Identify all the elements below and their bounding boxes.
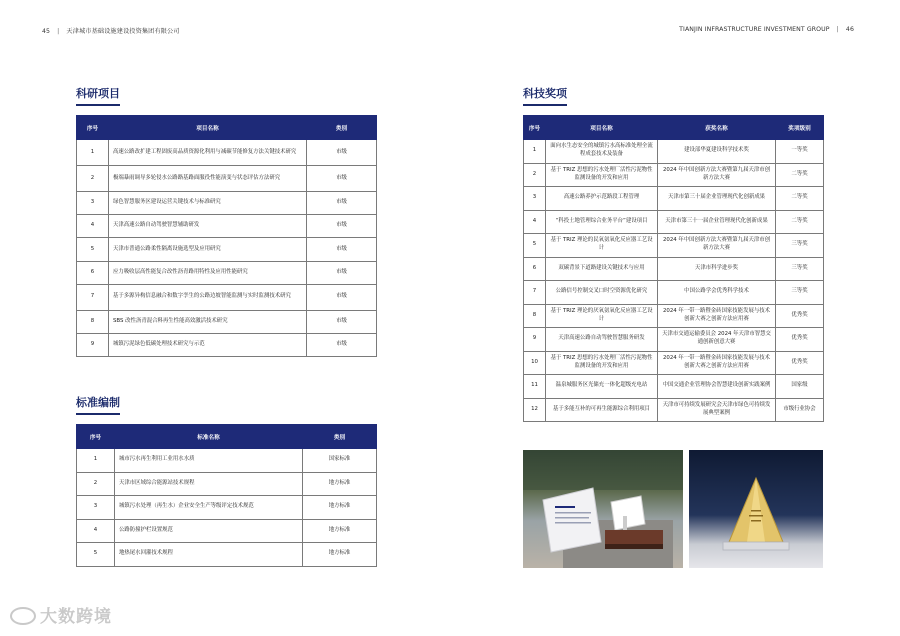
watermark-text: 大数跨境	[40, 607, 112, 627]
standards-table	[76, 424, 377, 567]
table-row	[77, 140, 377, 166]
table-row	[77, 261, 377, 284]
header-separator: |	[57, 28, 60, 35]
award-photo-trophy-certificate	[523, 450, 683, 568]
column-header: 项目名称	[546, 116, 658, 140]
table-cell: 1	[77, 140, 109, 166]
table-cell: 市级	[307, 238, 377, 261]
table-cell: 8	[77, 310, 109, 333]
standards-section-title: 标准编制	[76, 396, 120, 409]
table-cell: 7	[524, 281, 546, 305]
header-left	[42, 26, 180, 35]
table-cell: 二等奖	[776, 187, 824, 211]
table-cell: SBS 改性沥青混合料再生性能高效激活技术研究	[109, 310, 307, 333]
table-cell: 2	[77, 472, 115, 496]
table-cell: 10	[524, 351, 546, 375]
research-section-title: 科研项目	[76, 87, 120, 100]
table-cell: 基于 TRIZ 理论的厌氧氨氧化反应器工艺设计	[546, 304, 658, 328]
table-cell: 4	[77, 519, 115, 543]
table-cell: 市级行业协会	[776, 398, 824, 422]
table-row	[524, 257, 824, 281]
column-header: 序号	[77, 425, 115, 449]
table-cell: 地方标准	[303, 496, 377, 520]
table-row	[77, 449, 377, 473]
table-cell: 二等奖	[776, 210, 824, 234]
table-cell: 市级	[307, 261, 377, 284]
photo-illustration	[689, 450, 823, 568]
table-cell: 城镇污泥绿色低碳处理技术研究与示范	[109, 333, 307, 356]
table-header-row	[77, 116, 377, 140]
table-row	[524, 210, 824, 234]
watermark-logo-icon	[10, 607, 36, 625]
table-header-row	[524, 116, 824, 140]
column-header: 类别	[303, 425, 377, 449]
table-cell: 基于 TRIZ 思想的污水处理厂活性污泥物性监测设备的开发和应用	[546, 163, 658, 187]
table-row	[77, 543, 377, 567]
table-row	[77, 333, 377, 356]
table-cell: 基于 TRIZ 理论的民氧氨氧化反应器工艺设计	[546, 234, 658, 258]
table-row	[77, 310, 377, 333]
column-header: 项目名称	[109, 116, 307, 140]
page-number-left: 45	[42, 28, 51, 35]
table-cell: 3	[524, 187, 546, 211]
table-row	[524, 304, 824, 328]
table-cell: 2024 年中国创新方法大赛暨第九届天津市创新方法大赛	[658, 163, 776, 187]
table-row	[77, 192, 377, 215]
table-row	[77, 496, 377, 520]
table-cell: 国家级	[776, 375, 824, 399]
table-cell: 3	[77, 496, 115, 520]
table-cell: 天津市科学进步奖	[658, 257, 776, 281]
table-cell: 2024 年中国创新方法大赛暨第九届天津市创新方法大赛	[658, 234, 776, 258]
table-cell: 一等奖	[776, 140, 824, 164]
award-photo-crystal-trophy	[689, 450, 823, 568]
table-cell: 公路信号控制交叉口时空资源优化研究	[546, 281, 658, 305]
table-row	[77, 472, 377, 496]
table-cell: 地方标准	[303, 519, 377, 543]
table-header-row	[77, 425, 377, 449]
header-separator: |	[836, 26, 839, 33]
table-cell: 中国公路学会优秀科学技术	[658, 281, 776, 305]
table-cell: 极端暴雨调导多轮侵水公路路基路面服役性能演变与状态评估方法研究	[109, 166, 307, 192]
table-cell: 基于多能互补的可再生能源综合利用项目	[546, 398, 658, 422]
table-cell: 3	[77, 192, 109, 215]
table-cell: 1	[524, 140, 546, 164]
table-row	[524, 187, 824, 211]
table-cell: 天津市普通公路柔性隔离设施选型及应用研究	[109, 238, 307, 261]
table-cell: 9	[77, 333, 109, 356]
table-cell: 高速公路改扩建工程固废高品质资源化利用与减碳节能修复方法关键技术研究	[109, 140, 307, 166]
table-row	[524, 375, 824, 399]
table-cell: 二等奖	[776, 163, 824, 187]
table-cell: 6	[77, 261, 109, 284]
table-cell: 城市污水再生利用工业用水水质	[115, 449, 303, 473]
table-cell: 基于多源异构信息融合和数字孪生的公路边坡智能监测与实时监测技术研究	[109, 284, 307, 310]
header-org-name: 天津城市基础设施建设投资集团有限公司	[66, 28, 180, 35]
awards-table	[523, 115, 824, 422]
table-cell: 6	[524, 257, 546, 281]
table-cell: 基于 TRIZ 思想的污水处理厂活性污泥物性监测设备的开发和应用	[546, 351, 658, 375]
page-number-right: 46	[845, 26, 854, 33]
table-cell: 市级	[307, 333, 377, 356]
table-cell: 8	[524, 304, 546, 328]
table-cell: 12	[524, 398, 546, 422]
table-cell: 中国交通企业管理协会智慧建设创新实践案例	[658, 375, 776, 399]
table-cell: 面向水生态安全的城镇污水高标准处理全流程成套技术及装备	[546, 140, 658, 164]
table-cell: 地方标准	[303, 543, 377, 567]
table-row	[524, 351, 824, 375]
table-cell: 城镇污水处理（再生水）企业安全生产等级评定技术规范	[115, 496, 303, 520]
table-cell: 市级	[307, 192, 377, 215]
table-cell: 4	[524, 210, 546, 234]
table-cell: 三等奖	[776, 257, 824, 281]
table-row	[524, 281, 824, 305]
table-cell: 市级	[307, 140, 377, 166]
table-cell: 优秀奖	[776, 328, 824, 352]
table-cell: 5	[77, 238, 109, 261]
table-row	[77, 519, 377, 543]
table-cell: 应力吸收层高性能复合改性沥青路用特性及应用性能研究	[109, 261, 307, 284]
table-cell: 地热尾水回灌技术规程	[115, 543, 303, 567]
table-row	[77, 215, 377, 238]
header-org-english: TIANJIN INFRASTRUCTURE INVESTMENT GROUP	[679, 26, 830, 33]
table-cell: 5	[524, 234, 546, 258]
table-cell: 11	[524, 375, 546, 399]
table-cell: 4	[77, 215, 109, 238]
table-cell: 5	[77, 543, 115, 567]
table-cell: 2	[524, 163, 546, 187]
table-row	[524, 163, 824, 187]
table-cell: 天津市可持续发展研究会天津市绿色可持续发展典型案例	[658, 398, 776, 422]
watermark	[10, 602, 112, 627]
table-row	[524, 234, 824, 258]
table-row	[77, 284, 377, 310]
column-header: 奖项级别	[776, 116, 824, 140]
table-cell: 三等奖	[776, 234, 824, 258]
table-cell: 2	[77, 166, 109, 192]
table-row	[524, 140, 824, 164]
table-cell: 市级	[307, 215, 377, 238]
table-row	[524, 398, 824, 422]
table-cell: 2024 年一带一路暨金砖国家技能发展与技术创新大赛之创新方法应用赛	[658, 304, 776, 328]
column-header: 序号	[524, 116, 546, 140]
research-table	[76, 115, 377, 357]
table-row	[524, 328, 824, 352]
table-cell: 天津市第三十届企业管理现代化创新成果	[658, 187, 776, 211]
column-header: 序号	[77, 116, 109, 140]
table-cell: “科投土地管理综合业务平台”建设项目	[546, 210, 658, 234]
table-cell: 市级	[307, 310, 377, 333]
table-cell: 高速公路养护示范路段工程管理	[546, 187, 658, 211]
table-cell: 市级	[307, 166, 377, 192]
awards-section-title: 科技奖项	[523, 87, 567, 100]
table-cell: 天津市交通运输委员会 2024 年天津市智慧交通创新创意大赛	[658, 328, 776, 352]
table-cell: 优秀奖	[776, 351, 824, 375]
table-cell: 2024 年一带一路暨金砖国家技能发展与技术创新大赛之创新方法应用赛	[658, 351, 776, 375]
table-cell: 建设部华夏建设科学技术奖	[658, 140, 776, 164]
column-header: 标准名称	[115, 425, 303, 449]
table-cell: 温泉城服务区光储充一体化超级充电站	[546, 375, 658, 399]
table-cell: 天津市第三十一届企业管理现代化创新成果	[658, 210, 776, 234]
photo-illustration	[523, 450, 683, 568]
table-cell: 天津高速公路自动驾驶智慧辅助研发	[109, 215, 307, 238]
table-cell: 地方标准	[303, 472, 377, 496]
column-header: 类别	[307, 116, 377, 140]
table-cell: 优秀奖	[776, 304, 824, 328]
table-cell: 绿色智慧服务区建设运营关键技术与标准研究	[109, 192, 307, 215]
table-cell: 7	[77, 284, 109, 310]
table-cell: 天津市区域综合能源站技术规程	[115, 472, 303, 496]
table-cell: 1	[77, 449, 115, 473]
table-cell: 国家标准	[303, 449, 377, 473]
table-cell: 公路防撞护栏设置规范	[115, 519, 303, 543]
table-cell: 9	[524, 328, 546, 352]
table-cell: 双碳背景下道路建设关键技术与应用	[546, 257, 658, 281]
table-row	[77, 166, 377, 192]
column-header: 获奖名称	[658, 116, 776, 140]
table-cell: 三等奖	[776, 281, 824, 305]
table-row	[77, 238, 377, 261]
table-cell: 天津高速公路自动驾驶智慧服务研发	[546, 328, 658, 352]
header-right	[679, 26, 854, 33]
table-cell: 市级	[307, 284, 377, 310]
